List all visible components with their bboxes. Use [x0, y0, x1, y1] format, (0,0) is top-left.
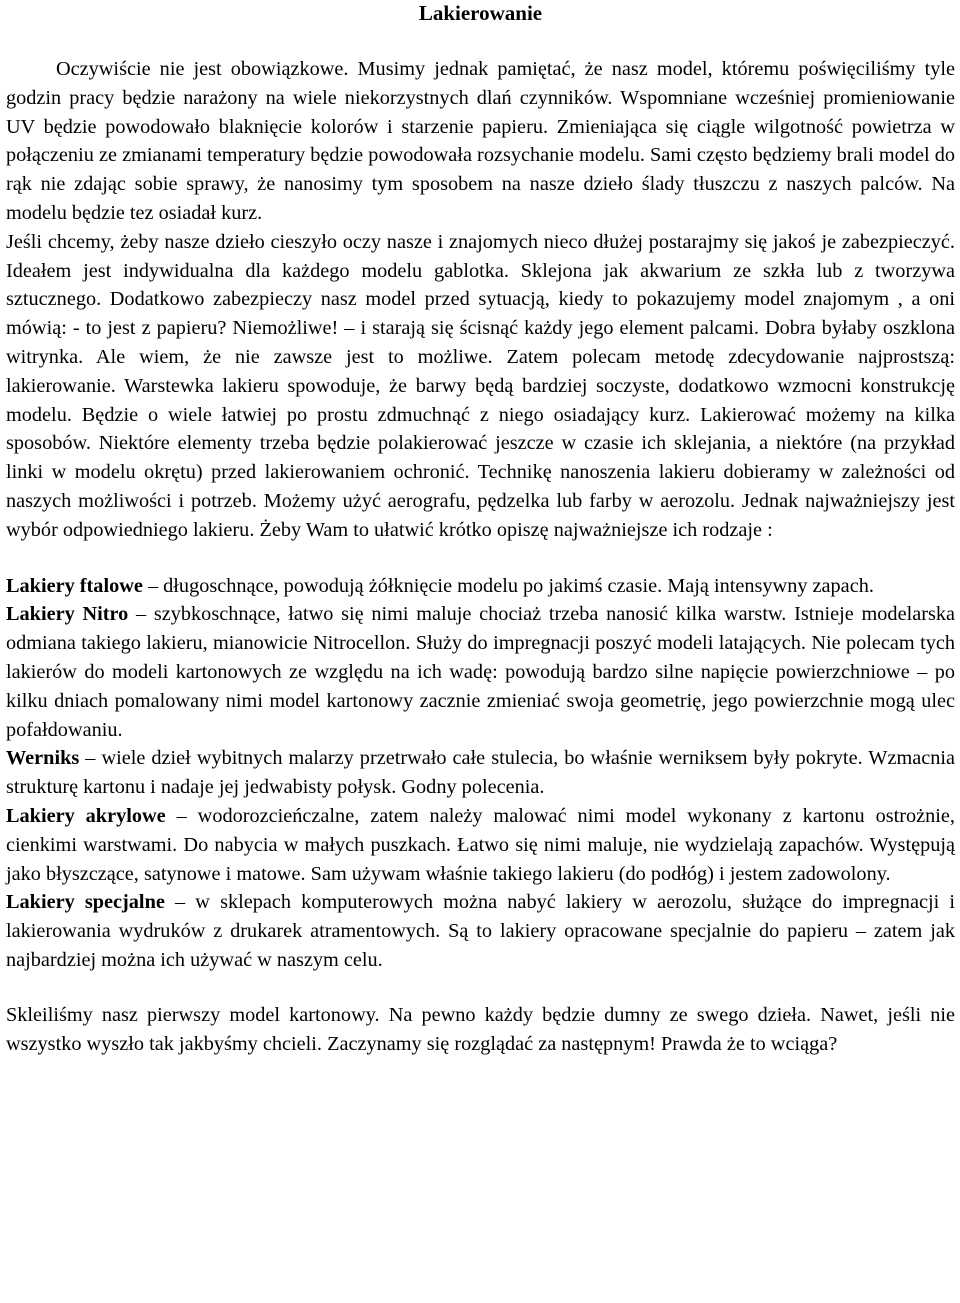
varnish-type-werniks [6, 744, 955, 802]
varnish-description: – wodorozcieńczalne, zatem należy malować nimi model wykonany z kartonu ostrożnie, cienkimi warstwami. Do nabycia w małych puszkach. Łatwo się nimi maluje, nie wydzielają zapachów. Występują jako błyszczące, satynowe i matowe. Sam używam właśnie takiego lakieru (do podłóg) i jestem zadowolony. [6, 804, 955, 885]
varnish-type-akrylowe [6, 802, 955, 888]
intro-paragraph-1: Oczywiście nie jest obowiązkowe. Musimy jednak pamiętać, że nasz model, któremu poświęciliśmy tyle godzin pracy będzie narażony na wiele niekorzystnych dlań czynników. Wspomniane wcześniej promieniowanie UV będzie powodowało blaknięcie kolorów i starzenie papieru. Zmieniająca się ciągle wilgotność powietrza w połączeniu ze zmianami temperatury będzie powodowała rozsychanie modelu. Sami często będziemy brali model do rąk nie zdając sobie sprawy, że nanosimy tym sposobem na nasze dzieło ślady tłuszczu z naszych palców. Na modelu będzie tez osiadał kurz. [6, 58, 955, 224]
varnish-type-nitro [6, 600, 955, 744]
intro-paragraph-2: Jeśli chcemy, żeby nasze dzieło cieszyło oczy nasze i znajomych nieco dłużej postarajmy się jakoś je zabezpieczyć. Ideałem jest indywidualna dla każdego modelu gablotka. Sklejona jak akwarium ze szkła lub z tworzywa sztucznego. Dodatkowo zabezpieczy nasz model przed sytuacją, kiedy to pokazujemy model znajomym , a oni mówią: - to jest z papieru? Niemożliwe! – i starają się ścisnąć każdy jego element palcami. Dobra byłaby oszklona witrynka. Ale wiem, że nie zawsze jest to możliwe. Zatem polecam metodę zdecydowanie najprostszą: lakierowanie. Warstewka lakieru spowoduje, że barwy będą bardziej soczyste, dodatkowo wzmocni konstrukcję modelu. Będzie o wiele łatwiej po prostu zdmuchnąć z niego osiadający kurz. Lakierować możemy na kilka sposobów. Niektóre elementy trzeba będzie polakierować jeszcze w czasie ich sklejania, a niektóre (na przykład linki w modelu okrętu) przed lakierowaniem ochronić. Technikę nanoszenia lakieru dobieramy w zależności od naszych możliwości i potrzeb. Możemy użyć aerografu, pędzelka lub farby w aerozolu. Jednak najważniejszy jest wybór odpowiedniego lakieru. Żeby Wam to ułatwić krótko opiszę najważniejsze ich rodzaje : [6, 230, 955, 541]
varnish-description: – szybkoschnące, łatwo się nimi maluje chociaż trzeba nanosić kilka warstw. Istnieje modelarska odmiana takiego lakieru, mianowicie Nitrocellon. Służy do impregnacji poszyć modeli latających. Nie polecam tych lakierów do modeli kartonowych ze względu na ich wadę: powodują bardzo silne napięcie powierzchniowe – po kilku dniach pomalowany nimi model kartonowy zacznie zmieniać swoja geometrię, jego powierzchnie mogą ulec pofałdowaniu. [6, 603, 955, 741]
varnish-type-ftalowe [6, 572, 955, 601]
varnish-description: – wiele dzieł wybitnych malarzy przetrwało całe stulecia, bo właśnie werniksem były pokryte. Wzmacnia strukturę kartonu i nadaje jej jedwabisty połysk. Godny polecenia. [6, 747, 955, 799]
varnish-term: Lakiery ftalowe [6, 574, 143, 597]
varnish-description: – w sklepach komputerowych można nabyć lakiery w aerozolu, służące do impregnacji i lakierowania wydruków z drukarek atramentowych. Są to lakiery opracowane specjalnie do papieru – zatem jak najbardziej można ich używać w naszym celu. [6, 891, 955, 971]
document-title: Lakierowanie [418, 1, 543, 25]
varnish-term: Lakiery Nitro [6, 603, 129, 626]
varnish-type-specjalne [6, 888, 955, 974]
closing-paragraph: Skleiliśmy nasz pierwszy model kartonowy. Na pewno każdy będzie dumny ze swego dzieła. Nawet, jeśli nie wszystko wyszło tak jakbyśmy chcieli. Zaczynamy się rozglądać za następnym! Prawda że to wciąga? [6, 1003, 955, 1055]
varnish-description: – długoschnące, powodują żółknięcie modelu po jakimś czasie. Mają intensywny zapach. [142, 574, 874, 597]
varnish-term: Werniks [6, 747, 80, 770]
varnish-term: Lakiery akrylowe [6, 804, 166, 827]
varnish-term: Lakiery specjalne [6, 891, 165, 914]
